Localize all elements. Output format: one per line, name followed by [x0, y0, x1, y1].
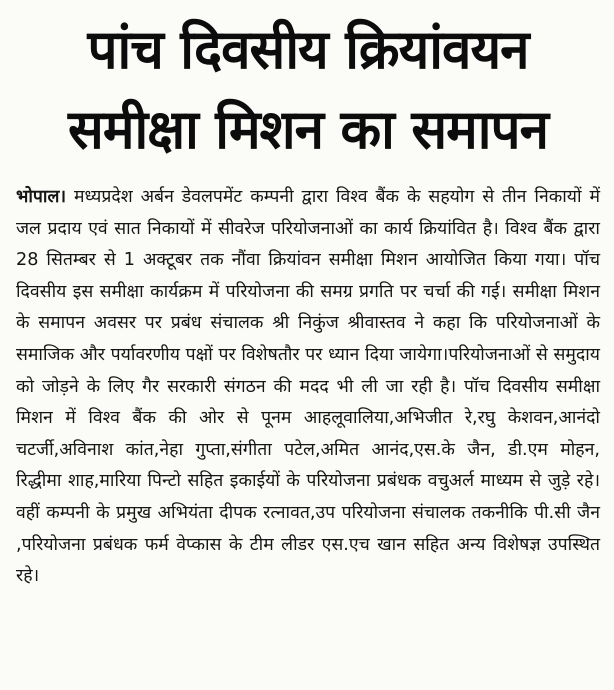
headline	[22, 10, 594, 170]
dateline: भोपाल।	[16, 187, 67, 207]
article-text: मध्यप्रदेश अर्बन डेवलपमेंट कम्पनी द्वारा विश्व बैंक के सहयोग से तीन निकायों में जल प्रदाय एवं सात निकायों में सीवरेज परियोजनाओं का कार्य क्रियांवित है। विश्व बैंक द्वारा 28 सितम्बर से 1 अक्टूबर तक नौंवा क्रियांवन समीक्षा मिशन आयोजित किया गया। पॉच दिवसीय इस समीक्षा कार्यक्रम में परियोजना की समग्र प्रगति पर चर्चा की गई। समीक्षा मिशन के समापन अवसर पर प्रबंध संचालक श्री निकुंज श्रीवास्तव ने कहा कि परियोजनाओं के समाजिक और पर्यावरणीय पक्षों पर विशेषतौर पर ध्यान दिया जायेगा।परियोजनाओं से समुदाय को जोड़ने के लिए गैर सरकारी संगठन की मदद भी ली जा रही है। पॉच दिवसीय समीक्षा मिशन में विश्व बैंक की ओर से पूनम आहलूवालिया,अभिजीत रे,रघु केशवन,आनंदो चटर्जी,अविनाश कांत,नेहा गुप्ता,संगीता पटेल,अमित आनंद,एस.के जैन, डी.एम मोहन, रिद्धीमा शाह,मारिया पिन्टो सहित इकाईयों के परियोजना प्रबंधक वचुअर्ल माध्यम से जुड़े रहे। वहीं कम्पनी के प्रमुख अभियंता दीपक रत्नावत,उप परियोजना संचालक तकनीकि पी.सी जैन ,परियोजना प्रबंधक फर्म वेप्कास के टीम लीडर एस.एच खान सहित अन्य विशेषज्ञ उपस्थित रहे।	[16, 187, 600, 587]
article-body	[16, 182, 600, 593]
headline-line-2: समीक्षा मिशन का समापन	[68, 98, 548, 161]
headline-line-1: पांच दिवसीय क्रियांवयन	[87, 18, 529, 81]
